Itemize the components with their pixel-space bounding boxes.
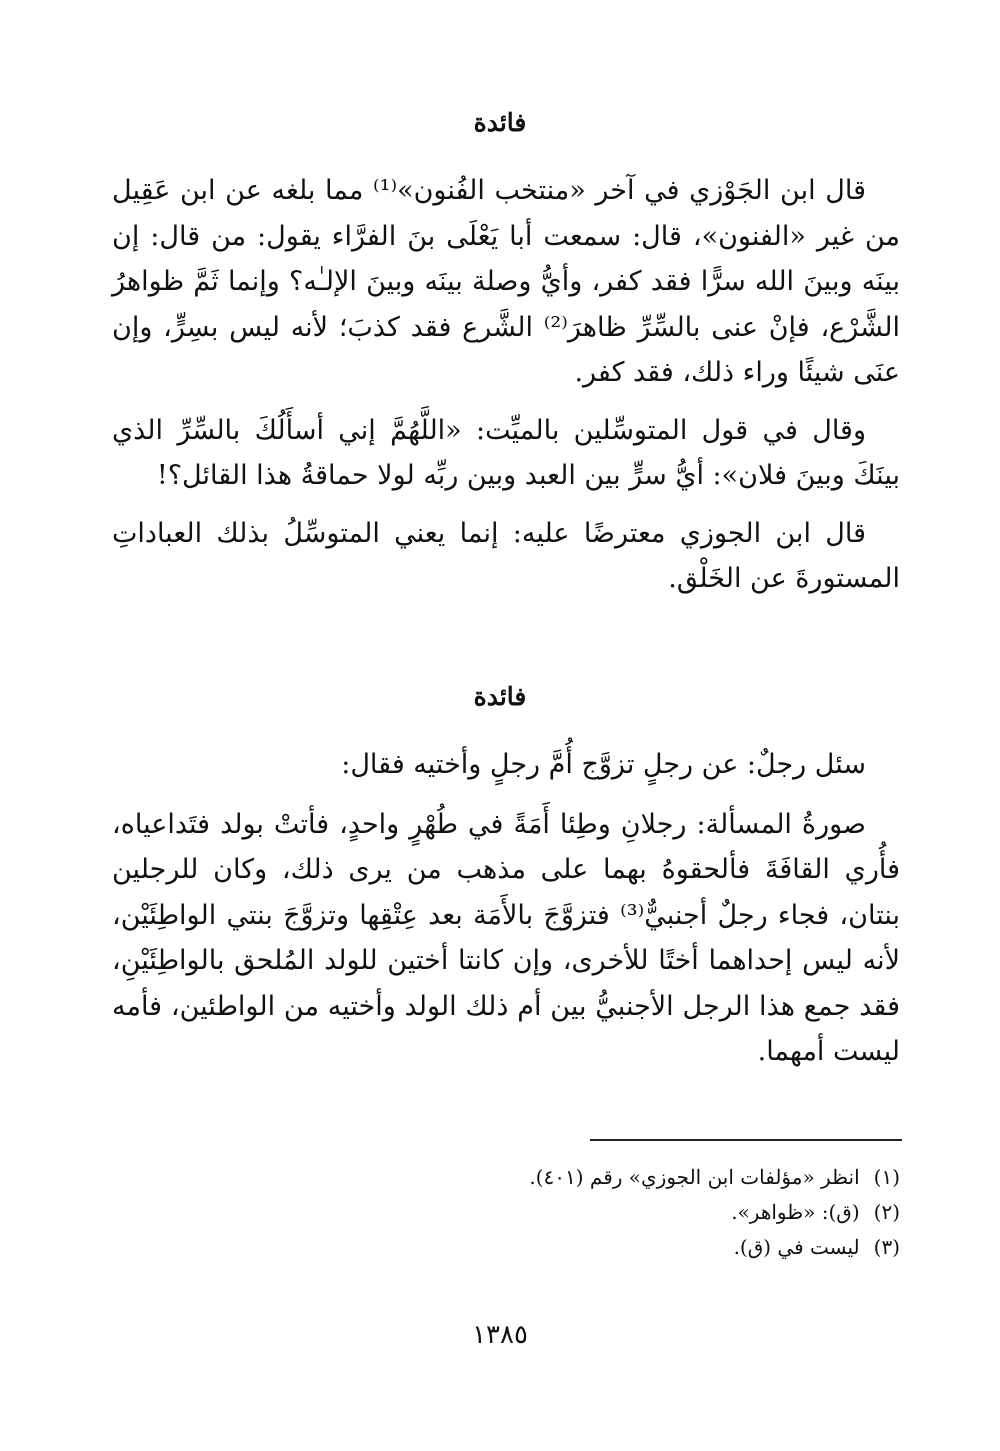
paragraph: قال ابن الجَوْزي في آخر «منتخب الفُنون»⁽¹⁾ مما بلغه عن ابن عَقِيل من غير «الفنون»، قال: سمعت أبا يَعْلَى بنَ الفرَّاء يقول: من قال: إن بينَه وبينَ الله سرًّا فقد كفر، وأيُّ وصلة بينَه وبينَ الإلـٰه؟ وإنما ثَمَّ ظواهرُ الشَّرْع، فإنْ عنى بالسِّرِّ ظاهرَ⁽²⁾ الشَّرع فقد كذبَ؛ لأنه ليس بسِرٍّ، وإن عنَى شيئًا وراء ذلك، فقد كفر. bbox=[112, 175, 900, 388]
footnotes bbox=[300, 1160, 900, 1265]
footnote bbox=[300, 1160, 900, 1195]
footnote-number: (٣) bbox=[873, 1235, 900, 1259]
paragraph: قال ابن الجوزي معترضًا عليه: إنما يعني المتوسِّلُ بذلك العباداتِ المستورةَ عن الخَلْق. bbox=[112, 517, 900, 594]
footnote-divider bbox=[590, 1139, 902, 1141]
section-1-text bbox=[112, 168, 900, 602]
footnote-text: (ق): «ظواهر». bbox=[731, 1200, 860, 1224]
section-2-text bbox=[112, 742, 900, 1075]
footnote-text: ليست في (ق). bbox=[733, 1235, 860, 1259]
paragraph: سئل رجلٌ: عن رجلٍ تزوَّج أُمَّ رجلٍ وأختيه فقال: bbox=[341, 749, 866, 780]
footnote-number: (١) bbox=[873, 1165, 900, 1189]
footnote bbox=[300, 1195, 900, 1230]
footnote bbox=[300, 1230, 900, 1265]
page-number: ١٣٨٥ bbox=[472, 1320, 528, 1350]
paragraph: صورةُ المسألة: رجلانِ وطِئا أَمَةً في طُهْرٍ واحدٍ، فأتتْ بولد فتَداعياه، فأُري القافَةَ فألحقوهُ بهما على مذهب من يرى ذلك، وكان للرجلين بنتان، فجاء رجلٌ أجنبيٌّ⁽³⁾ فتزوَّجَ بالأَمَة بعد عِتْقِها وتزوَّجَ بنتي الواطِئَيْن، لأنه ليس إحداهما أختًا للأخرى، وإن كانتا أختين للولد المُلحق بالواطِئَيْنِ، فقد جمع هذا الرجل الأجنبيُّ بين أم ذلك الولد وأختيه من الواطئين، فأمه ليست أمهما. bbox=[112, 808, 901, 1067]
section-heading: فائدة bbox=[473, 682, 527, 711]
footnote-text: انظر «مؤلفات ابن الجوزي» رقم (٤٠١). bbox=[529, 1165, 860, 1189]
footnote-number: (٢) bbox=[873, 1200, 900, 1224]
section-heading: فائدة bbox=[473, 108, 527, 137]
paragraph: وقال في قول المتوسِّلين بالميِّت: «اللَّهُمَّ إني أسأَلُكَ بالسِّرِّ الذي بينَكَ وبينَ فلان»: أيُّ سرٍّ بين العبد وبين ربِّه لولا حماقةُ هذا القائل؟! bbox=[112, 414, 900, 491]
